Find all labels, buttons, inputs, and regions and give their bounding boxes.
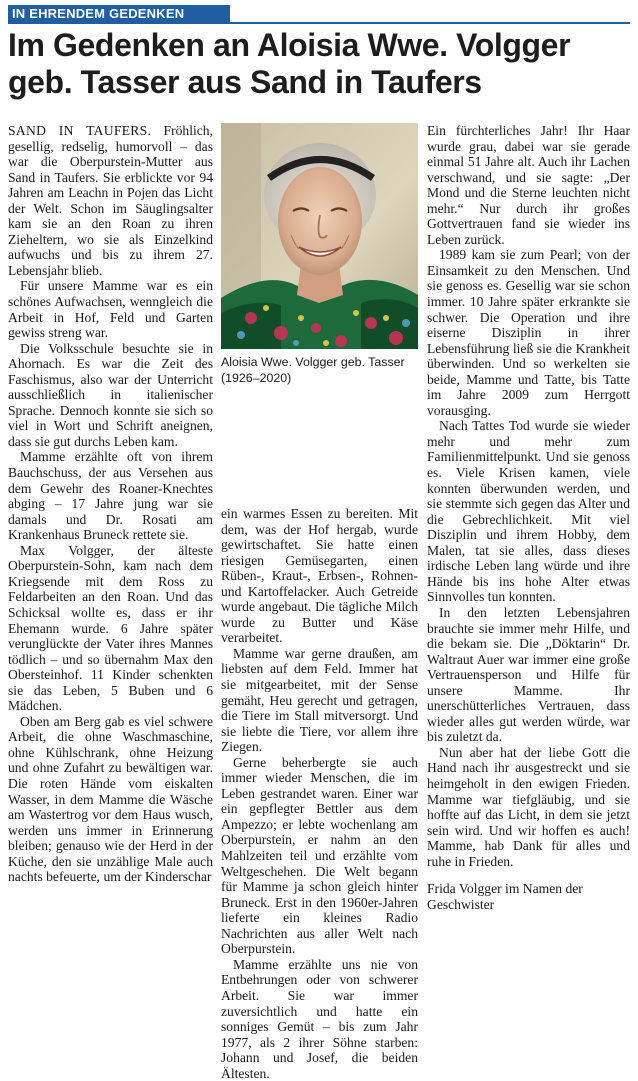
paragraph-text: Fröhlich, gesellig, redselig, humorvoll – das war die Oberpurstein-Mutter aus Sand in Taufers. Sie erblickte vor 94 Jahren am Leachn in Pojen das Licht der Welt. Schon im Säuglingsalter kam sie an den Roan zu ihren Zieheltern, wo sie als Einzelkind aufwuchs und bis zu ihrem 27. Lebensjahr blieb.: [8, 123, 213, 278]
section-kicker: IN EHRENDEM GEDENKEN: [8, 5, 230, 22]
paragraph: ein warmes Essen zu bereiten. Mit dem, was der Hof hergab, wurde gewirtschaftet. Sie hatte einen riesigen Gemüsegarten, einen Rüben-, Kraut-, Erbsen-, Rohnen- und Kartoffelacker. Auch Getreide wurde angebaut. Die tägliche Milch wurde zu Butter und Käse verarbeitet.: [221, 506, 418, 646]
paragraph: Mamme erzählte oft von ihrem Bauchschuss, der aus Versehen aus dem Gewehr des Roaner-Knechtes abging – 17 Jahre jung war sie damals und Dr. Rosati am Krankenhaus Bruneck rettete sie.: [8, 449, 213, 543]
article-column-1: [8, 123, 213, 885]
paragraph: Max Volgger, der älteste Oberpurstein-Sohn, kam nach dem Kriegsende mit dem Ross zu Feldarbeiten an den Roan. Und das Schicksal wollte es, dass er ihr Ehemann wurde. 6 Jahre später verunglückte der Vater ihres Mannes tödlich – und so übernahm Max den Obersteinhof. 11 Kinder schenkten sie das Leben, 5 Buben und 6 Mädchen.: [8, 542, 213, 714]
paragraph: Für unsere Mamme war es ein schönes Aufwachsen, wenngleich die Arbeit in Hof, Feld und Garten gewiss streng war.: [8, 278, 213, 341]
paragraph: Ein fürchterliches Jahr! Ihr Haar wurde grau, dabei war sie gerade einmal 51 Jahre alt. Auch ihr Lachen verschwand, und sie sagte: „Der Mond und die Sterne leuchten nicht mehr.“ Nur durch ihr großes Gottvertrauen fand sie wieder ins Leben zurück.: [427, 123, 630, 247]
dateline: SAND IN TAUFERS.: [8, 123, 152, 138]
article-column-3: [427, 123, 630, 912]
article-headline: Im Gedenken an Aloisia Wwe. Volgger geb. Tasser aus Sand in Taufers: [8, 27, 571, 100]
paragraph: Mamme erzählte uns nie von Entbehrungen oder von schwerer Arbeit. Sie war immer zuversichtlich und hatte ein sonniges Gemüt – bis zum Jahr 1977, als 2 ihrer Söhne starben: Johann und Josef, die beiden Ältesten.: [221, 956, 418, 1081]
paragraph: Oben am Berg gab es viel schwere Arbeit, die ohne Waschmaschine, ohne Kühlschrank, ohne Heizung und ohne Zufahrt zu bewältigen war. Die roten Hände vom eiskalten Wasser, in dem Mamme die Wäsche am Wastertrog vor dem Haus wusch, werden uns immer in Erinnerung bleiben; genauso wie der Herd in der Küche, den sie unzählige Male auch nachts befeuerte, um der Kinderschar: [8, 713, 213, 885]
paragraph: Die Volksschule besuchte sie in Ahornach. Es war die Zeit des Faschismus, also war der Unterricht ausschließlich in italienischer Sprache. Dennoch konnte sie sich so viel in Wort und Schrift aneignen, dass sie gut durchs Leben kam.: [8, 340, 213, 449]
article-column-2: [221, 506, 418, 1081]
paragraph: 1989 kam sie zum Pearl; von der Einsamkeit zu den Menschen. Und sie genoss es. Gesellig war sie schon immer. 10 Jahre später erkrankte sie schwer. Die Operation und ihre eiserne Disziplin in ihrer Lebensführung ließ sie die Krankheit überwinden. Und so werkelten sie beide, Mamme und Tatte, bis Tatte im Jahre 2009 zum Herrgott vorausging.: [427, 247, 630, 418]
paragraph: Nach Tattes Tod wurde sie wieder mehr und mehr zum Familienmittelpunkt. Und sie genoss es. Viele Krisen kamen, viele konnten überwunden werden, und sie stemmte sich gegen das Alter und die Gebrechlichkeit. Mit viel Disziplin und ihrem Hobby, dem Malen, tat sie alles, dass dieses irdische Leben lang würde und ihre Hände bis ins hohe Alter etwas Sinnvolles tun konnten.: [427, 418, 630, 605]
paragraph: Mamme war gerne draußen, am liebsten auf dem Feld. Immer hat sie mitgearbeitet, mit der Sense gemäht, Heu gerecht und getragen, die Tiere im Stall mitversorgt. Und sie liebte die Tiere, vor allem ihre Ziegen.: [221, 645, 418, 755]
photo-caption: Aloisia Wwe. Volgger geb. Tasser (1926–2020): [221, 355, 405, 385]
paragraph: Nun aber hat der liebe Gott die Hand nach ihr ausgestreckt und sie heimgeholt in den ewigen Frieden. Mamme war tiefgläubig, und sie hoffte auf das Licht, in dem sie jetzt sein wird. Und wir hoffen es auch! Mamme, hab Dank für alles und ruhe in Frieden.: [427, 744, 630, 869]
portrait-photo: [221, 123, 418, 349]
paragraph: Gerne beherbergte sie auch immer wieder Menschen, die im Leben gestrandet waren. Einer war ein gepflegter Bettler aus dem Ampezzo; er lebte wochenlang am Oberpurstein, er nahm an den Mahlzeiten teil und erzählte vom Weltgeschehen. Die Welt begann für Mamme ja schon gleich hinter Bruneck. Erst in den 1960er-Jahren lieferte ein kleines Radio Nachrichten aus aller Welt nach Oberpurstein.: [221, 754, 418, 957]
paragraph: [8, 123, 213, 278]
paragraph: In den letzten Lebensjahren brauchte sie immer mehr Hilfe, und die bekam sie. Die „Döktarin“ Dr. Waltraut Auer war immer eine große Vertrauensperson und Hilfe für unsere Mamme. Ihr unerschütterliches Vertrauen, dass wieder alles gut werden würde, war bis zuletzt da.: [427, 604, 630, 745]
article-signature: Frida Volgger im Namen der Geschwister: [427, 881, 583, 912]
section-rule: [8, 22, 630, 24]
